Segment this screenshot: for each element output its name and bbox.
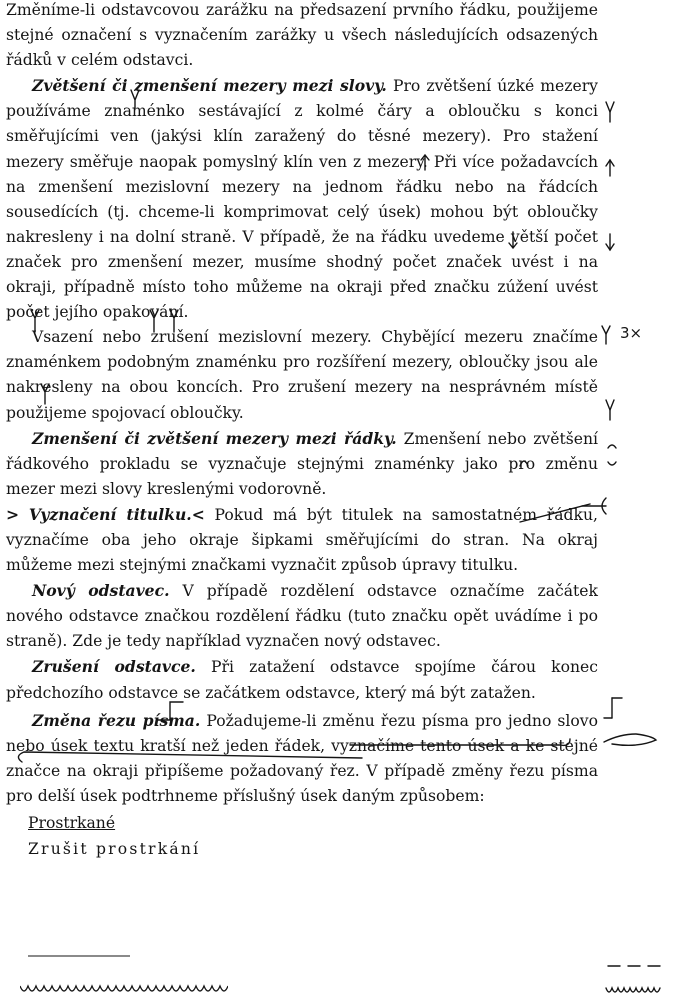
narrow-space-bottom-mark: [606, 234, 614, 250]
wavy-underline-mark: [20, 982, 228, 998]
body-text: [6, 0, 598, 861]
paragraph-word-spacing: Zvětšení či zmenšení mezery mezi slovy. Pro zvětšení úzké mezery používáme znaménko sestávající z kolmé čáry a obloučku s konci směřujícími ven (jakýsi klín zaražený do těsné mezery). Pro stažení mezery směřuje naopak pomyslný klín ven z mezery. Při více požadavcích na zmenšení mezislovní mezery na jednom řádku nebo na řádcích sousedících (tj. chceme-li komprimovat celý úsek) mohou být obloučky nakresleny i na dolní straně. V případě, že na řádku uvedeme větší počet značek pro zmenšení mezer, musíme shodný počet značek uvést i na okraji, případně místo toho můžeme na okraji před značku zúžení uvést počet jejího opakování.: [6, 76, 598, 322]
paragraph-remove-paragraph: Zrušení odstavce. Při zatažení odstavce spojíme čárou konec předchozího odstavce se začátkem odstavce, který má být zatažen.: [6, 657, 599, 702]
remove-paragraph-mark: [604, 734, 656, 745]
section-heading: Zvětšení či zmenšení mezery mezi slovy.: [32, 76, 387, 96]
section-heading: Nový odstavec.: [32, 581, 170, 601]
new-paragraph-mark: [604, 698, 622, 718]
example-spaced: Prostrkané: [28, 814, 116, 832]
widen-space-mark: [606, 102, 614, 122]
example-remove-spacing: Zrušit prostrkání: [28, 840, 201, 858]
repeat-count-note: 3×: [620, 324, 643, 342]
remove-space-mark: [608, 445, 616, 465]
narrow-space-mark: [606, 160, 614, 176]
title-arrow-left: >: [6, 504, 20, 524]
title-arrow-right: <: [191, 504, 205, 524]
paragraph-line-spacing: Zmenšení či zvětšení mezery mezi řádky. Zmenšení nebo zvětšení řádkového prokladu se vyznačuje stejnými znaménky jako pro změnu mezer mezi slovy kreslenými vodorovně.: [6, 428, 598, 498]
section-heading: Zmenšení či zvětšení mezery mezi řádky.: [32, 428, 397, 448]
paragraph-title-marking: > Vyznačení titulku.< Pokud má být titulek na samostatném řádku, vyznačíme oba jeho okraje šipkami směřujícími do stran. Na okraj můžeme mezi stejnými značkami vyznačit způsob úpravy titulku.: [6, 504, 598, 575]
insert-space-mark: [606, 400, 614, 420]
narrow-space-repeat-mark: [602, 326, 610, 344]
wavy-margin-mark: [606, 988, 660, 992]
paragraph-typeface-change: Změna řezu písma. Požadujeme-li změnu řezu písma pro jedno slovo nebo úsek textu kratší než jeden řádek, vyznačíme tento úsek a ke stejné značce na okraji připíšeme požadovaný řez. V případě změny řezu písma pro delší úsek podtrhneme příslušný úsek daným způsobem:: [6, 710, 598, 805]
section-heading: Vyznačení titulku.: [28, 504, 192, 524]
paragraph-insert-remove-space: Vsazení nebo zrušení mezislovní mezery. Chybějící mezeru značíme znaménkem podobným znaménku pro rozšíření mezery, obloučky jsou ale nakresleny na obou koncích. Pro zrušení mezery na nesprávném místě použijeme spojovací obloučky.: [6, 328, 598, 422]
paragraph-hanging-indent: Změníme-li odstavcovou zarážku na předsazení prvního řádku, použijeme stejné označení s vyznačením zarážky u všech následujících odsazených řádků v celém odstavci.: [6, 1, 598, 70]
section-heading: Zrušení odstavce.: [32, 657, 196, 677]
section-heading: Změna řezu písma.: [32, 710, 201, 730]
paragraph-new-paragraph: Nový odstavec. V případě rozdělení odstavce označíme začátek nového odstavce značkou rozdělení řádku (tuto značku opět uvádíme i po straně). Zde je tedy například vyznačen nový odstavec.: [6, 581, 598, 651]
